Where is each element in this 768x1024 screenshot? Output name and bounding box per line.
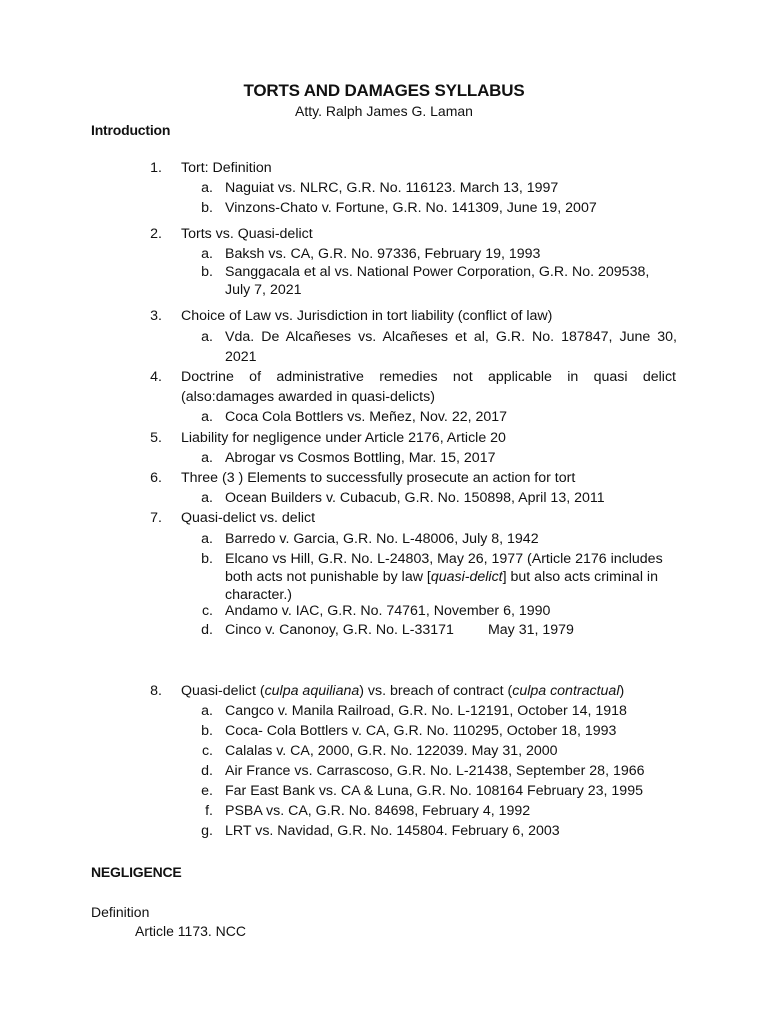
- item-text: Choice of Law vs. Jurisdiction in tort liability (conflict of law): [181, 308, 553, 324]
- sub-letter: a.: [201, 409, 213, 425]
- sub-letter: a.: [201, 246, 213, 262]
- case-citation: Cangco v. Manila Railroad, G.R. No. L-12191, October 14, 1918: [225, 703, 627, 719]
- sub-letter: b.: [201, 264, 213, 280]
- sub-letter: c.: [201, 603, 213, 619]
- page-title: TORTS AND DAMAGES SYLLABUS: [243, 81, 525, 100]
- item-number: 2.: [150, 226, 162, 242]
- case-citation: PSBA vs. CA, G.R. No. 84698, February 4, 1992: [225, 803, 531, 819]
- case-citation: Naguiat vs. NLRC, G.R. No. 116123. March 13, 1997: [225, 180, 559, 196]
- item-text-continued: (also:damages awarded in quasi-delicts): [181, 389, 435, 405]
- item-number: 7.: [150, 510, 162, 526]
- item-text: Quasi-delict vs. delict: [181, 510, 316, 526]
- sub-letter: a.: [201, 531, 213, 547]
- item-number: 4.: [150, 369, 162, 385]
- sub-letter: a.: [201, 329, 213, 345]
- sub-letter: b.: [201, 200, 213, 216]
- case-citation: Far East Bank vs. CA & Luna, G.R. No. 108164 February 23, 1995: [225, 783, 643, 799]
- sub-letter: f.: [205, 803, 213, 819]
- sub-letter: a.: [201, 490, 213, 506]
- case-citation-continued: character.): [225, 587, 293, 603]
- case-citation: Coca- Cola Bottlers v. CA, G.R. No. 110295, October 18, 1993: [225, 723, 617, 739]
- sub-letter: a.: [201, 450, 213, 466]
- sub-letter: b.: [201, 723, 213, 739]
- sub-letter: g.: [201, 823, 213, 839]
- case-citation: Abrogar vs Cosmos Bottling, Mar. 15, 2017: [225, 450, 496, 466]
- item-number: 6.: [150, 470, 162, 486]
- item-number: 5.: [150, 430, 162, 446]
- definition-label: Definition: [91, 904, 150, 920]
- case-citation: Cinco v. Canonoy, G.R. No. L-33171 May 31, 1979: [225, 622, 574, 638]
- sub-letter: b.: [201, 551, 213, 567]
- section-heading-introduction: Introduction: [91, 122, 171, 138]
- case-citation: Barredo v. Garcia, G.R. No. L-48006, July 8, 1942: [225, 531, 539, 547]
- item-text: Three (3 ) Elements to successfully prosecute an action for tort: [181, 470, 576, 486]
- article-reference: Article 1173. NCC: [135, 923, 247, 939]
- case-citation: Ocean Builders v. Cubacub, G.R. No. 150898, April 13, 2011: [225, 490, 605, 506]
- case-citation-continued: July 7, 2021: [225, 282, 302, 298]
- sub-letter: a.: [201, 703, 213, 719]
- item-number: 1.: [150, 160, 162, 176]
- case-citation: Coca Cola Bottlers vs. Meñez, Nov. 22, 2017: [225, 409, 508, 425]
- item-number: 3.: [150, 308, 162, 324]
- item-text: Tort: Definition: [181, 160, 272, 176]
- case-citation: Vinzons-Chato v. Fortune, G.R. No. 141309, June 19, 2007: [225, 200, 597, 216]
- item-number: 8.: [150, 683, 162, 699]
- case-citation: Elcano vs Hill, G.R. No. L-24803, May 26, 1977 (Article 2176 includes: [225, 551, 663, 567]
- item-text: Quasi-delict (culpa aquiliana) vs. breach of contract (culpa contractual): [181, 683, 625, 699]
- case-citation: Calalas v. CA, 2000, G.R. No. 122039. May 31, 2000: [225, 743, 558, 759]
- case-citation: LRT vs. Navidad, G.R. No. 145804. February 6, 2003: [225, 823, 560, 839]
- item-text: Torts vs. Quasi-delict: [181, 226, 313, 242]
- sub-letter: d.: [201, 622, 213, 638]
- item-text: Doctrine of administrative remedies not applicable in quasi delict: [181, 369, 676, 385]
- author-line: Atty. Ralph James G. Laman: [295, 103, 473, 119]
- case-citation: Sanggacala et al vs. National Power Corporation, G.R. No. 209538,: [225, 264, 650, 280]
- case-citation-continued: both acts not punishable by law [quasi-delict] but also acts criminal in: [225, 569, 658, 585]
- sub-letter: c.: [201, 743, 213, 759]
- sub-letter: d.: [201, 763, 213, 779]
- sub-letter: e.: [201, 783, 213, 799]
- case-citation-continued: 2021: [225, 349, 257, 365]
- case-citation: Air France vs. Carrascoso, G.R. No. L-21438, September 28, 1966: [225, 763, 645, 779]
- section-heading-negligence: NEGLIGENCE: [91, 864, 182, 880]
- case-citation: Vda. De Alcañeses vs. Alcañeses et al, G.R. No. 187847, June 30,: [225, 329, 677, 345]
- sub-letter: a.: [201, 180, 213, 196]
- item-text: Liability for negligence under Article 2176, Article 20: [181, 430, 506, 446]
- case-citation: Baksh vs. CA, G.R. No. 97336, February 19, 1993: [225, 246, 541, 262]
- case-citation: Andamo v. IAC, G.R. No. 74761, November 6, 1990: [225, 603, 551, 619]
